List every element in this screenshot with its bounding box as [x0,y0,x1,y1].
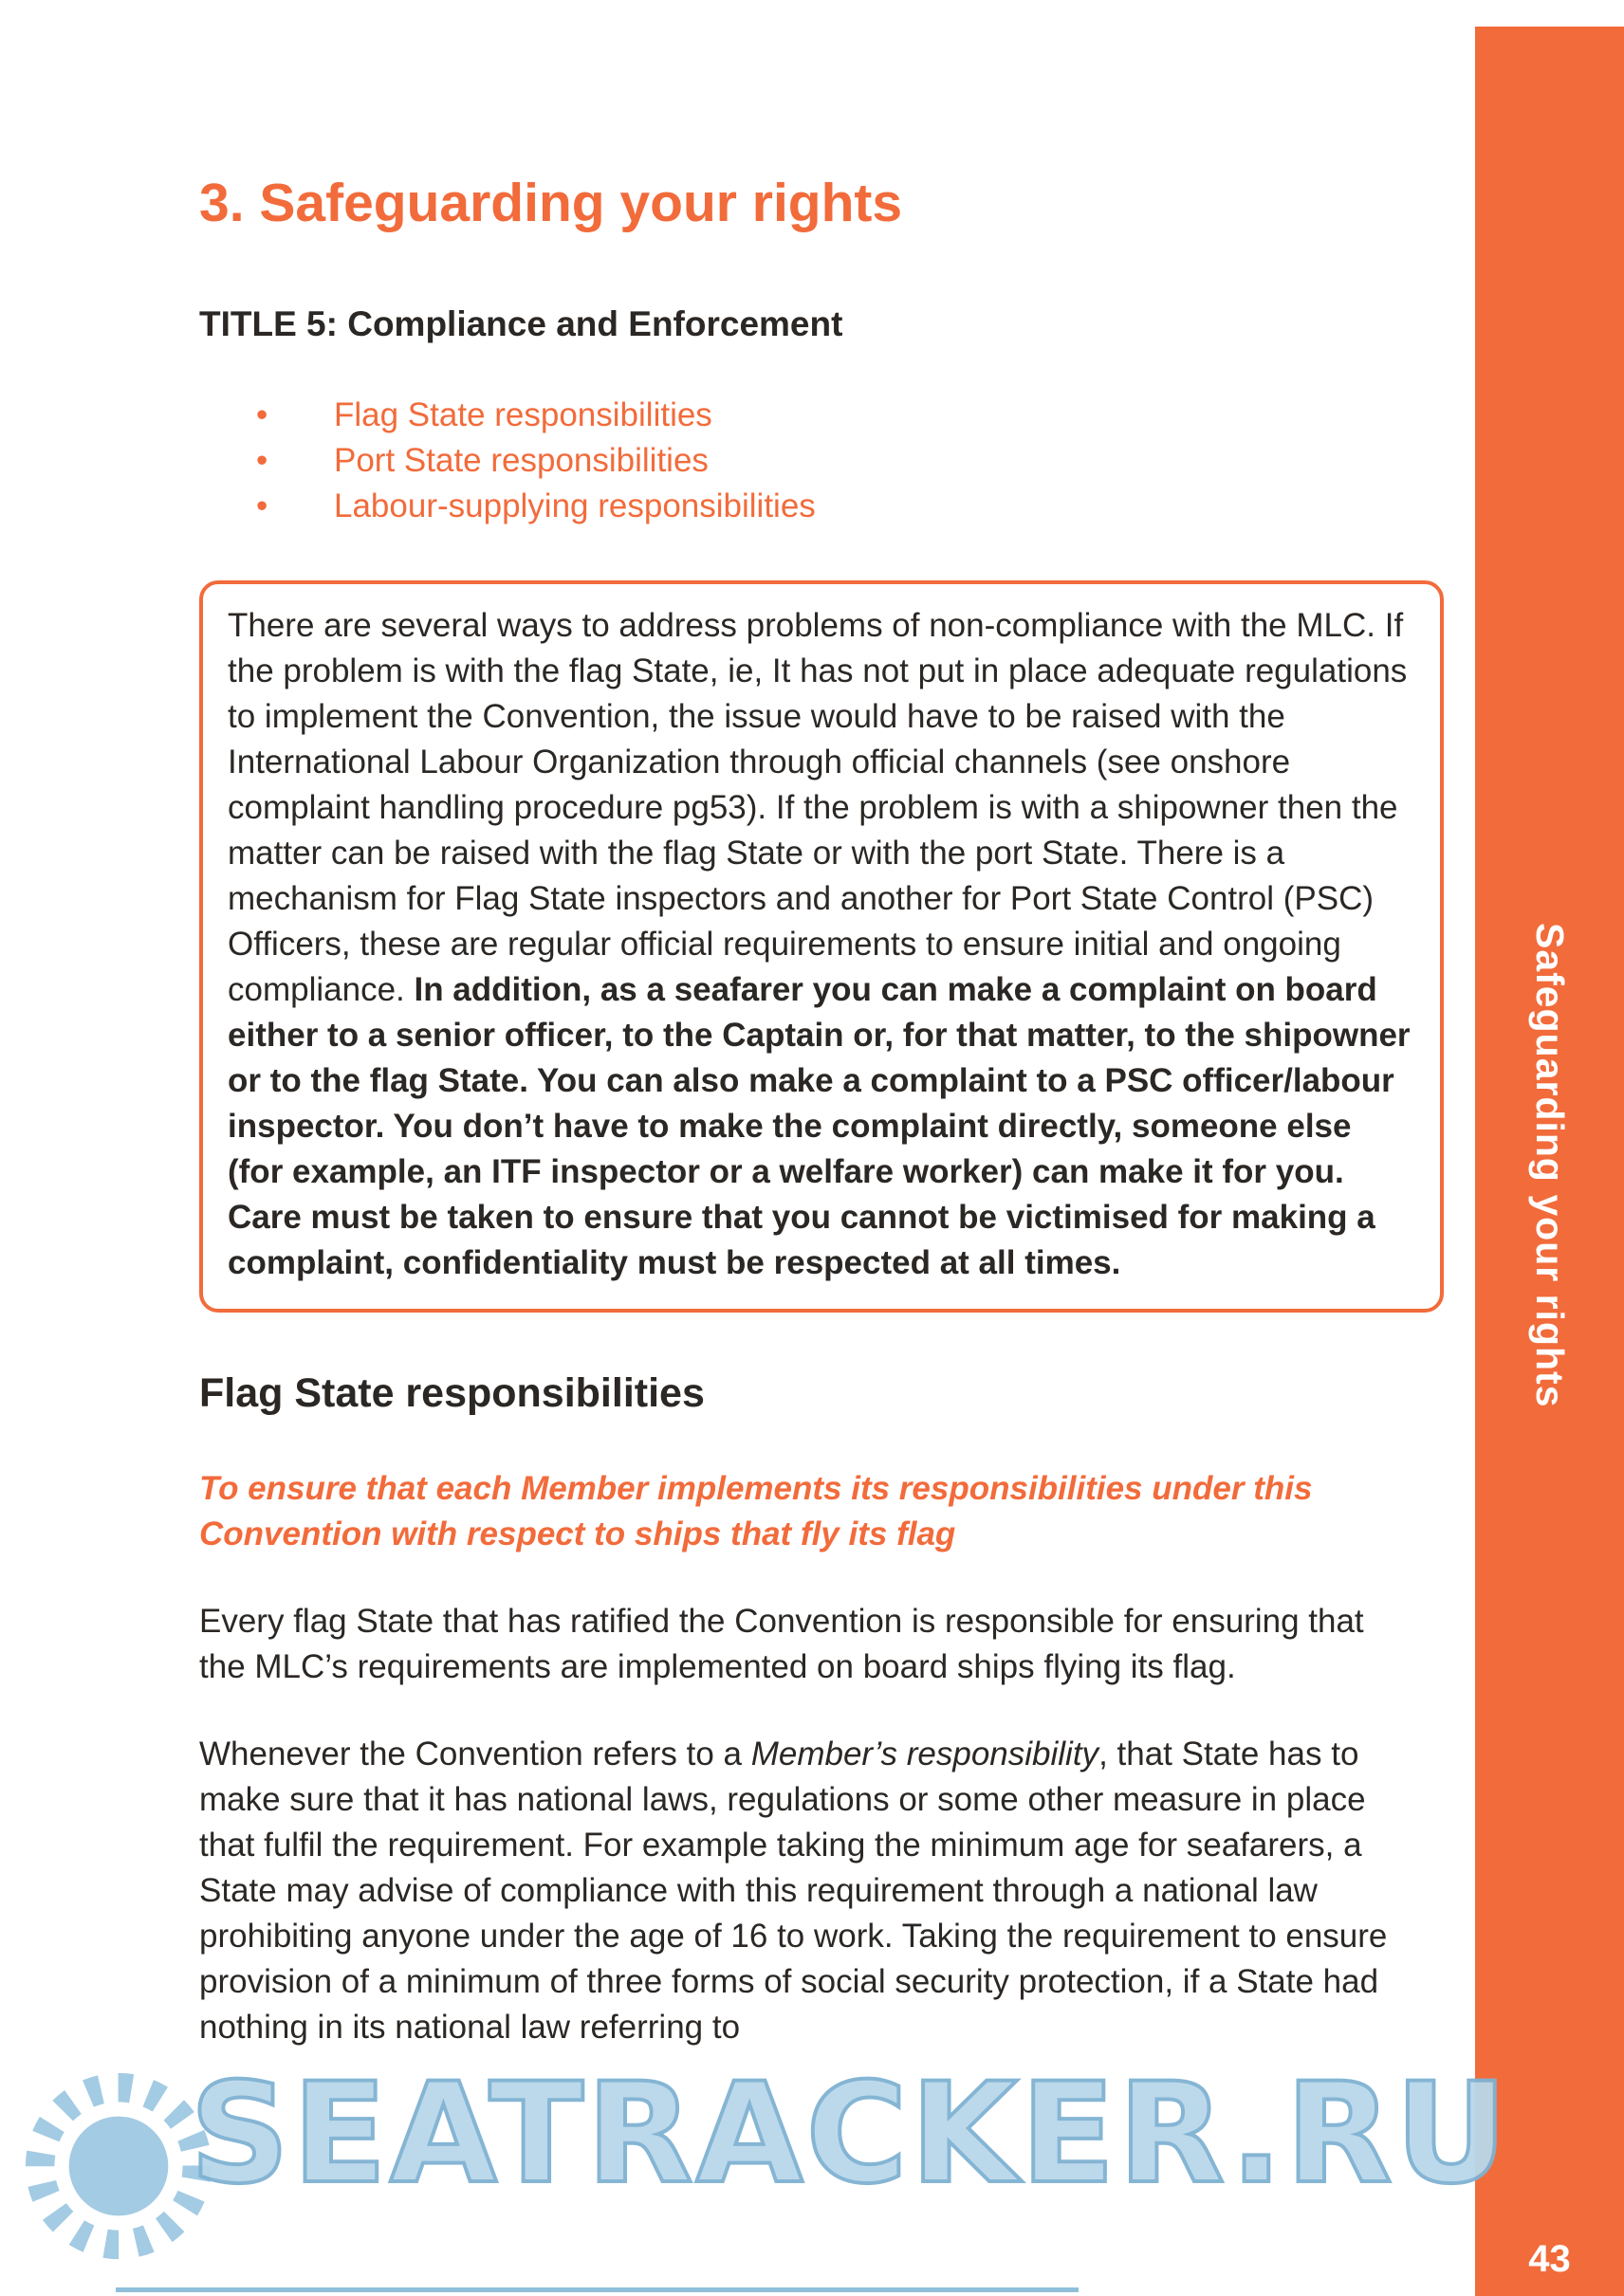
paragraph-every-flag-state: Every flag State that has ratified the Convention is responsible for ensuring that the MLC’s requirements are implemented on board ships flying its flag. [199,1602,1364,1685]
responsibilities-list [199,393,1406,529]
watermark-text: SEATRACKER.RU [190,2053,1511,2214]
list-item-port-state: • Port State responsibilities [199,438,1406,484]
callout-paragraph [228,603,1415,1286]
section-heading-flag-state: Flag State responsibilities [199,1369,705,1416]
page-number: 43 [1528,2238,1571,2280]
paragraph-2-post: , that State has to make sure that it has national laws, regulations or some other measure in place that fulfil the requirement. For example taking the minimum age for seafarers, a State may advise of compliance with this requirement through a national law prohibiting anyone under the age of 16 to work. Taking the requirement to ensure provision of a minimum of three forms of social security protection, if a State had nothing in its national law referring to [199,1735,1388,2046]
watermark [15,2030,1624,2237]
callout-text-normal: There are several ways to address problems of non-compliance with the MLC. If the problem is with the flag State, ie, It has not put in place adequate regulations to implement the Convention, the issue would have to be raised with the International Labour Organization through official channels (see onshore complaint handling procedure pg53). If the problem is with a shipowner then the matter can be raised with the flag State or with the port State. There is a mechanism for Flag State inspectors and another for Port State Control (PSC) Officers, these are regular official requirements to ensure initial and ongoing compliance. [228,606,1408,1008]
section-lead-quote: To ensure that each Member implements its responsibilities under this Convention with respect to ships that fly its flag [199,1469,1313,1552]
callout-text-bold: In addition, as a seafarer you can make a complaint on board either to a senior officer, to the Captain or, for that matter, to the shipowner or to the flag State. You can also make a complaint to a PSC officer/labour inspector. You don’t have to make the complaint directly, someone else (for example, an ITF inspector or a welfare worker) can make it for you. Care must be taken to ensure that you cannot be victimised for making a complaint, confidentiality must be respected at all times. [228,970,1411,1281]
main-content-column [199,0,1411,2050]
sidebar-vertical-label: Safeguarding your rights [1528,923,1572,1408]
title5-subheading: TITLE 5: Compliance and Enforcement [199,303,843,343]
page-title: 3. Safeguarding your rights [199,173,903,233]
watermark-underline [116,2287,1079,2292]
list-item-labour-supplying: • Labour-supplying responsibilities [199,484,1406,529]
orange-sidebar [1475,27,1624,2296]
paragraph-member-responsibility [199,1732,1406,2050]
paragraph-2-italic: Member’s responsibility [750,1735,1099,1773]
paragraph-2-pre: Whenever the Convention refers to a [199,1735,751,1773]
compliance-callout-box [199,580,1444,1313]
sun-logo-icon [15,2063,222,2269]
list-item-flag-state: • Flag State responsibilities [199,393,1406,438]
